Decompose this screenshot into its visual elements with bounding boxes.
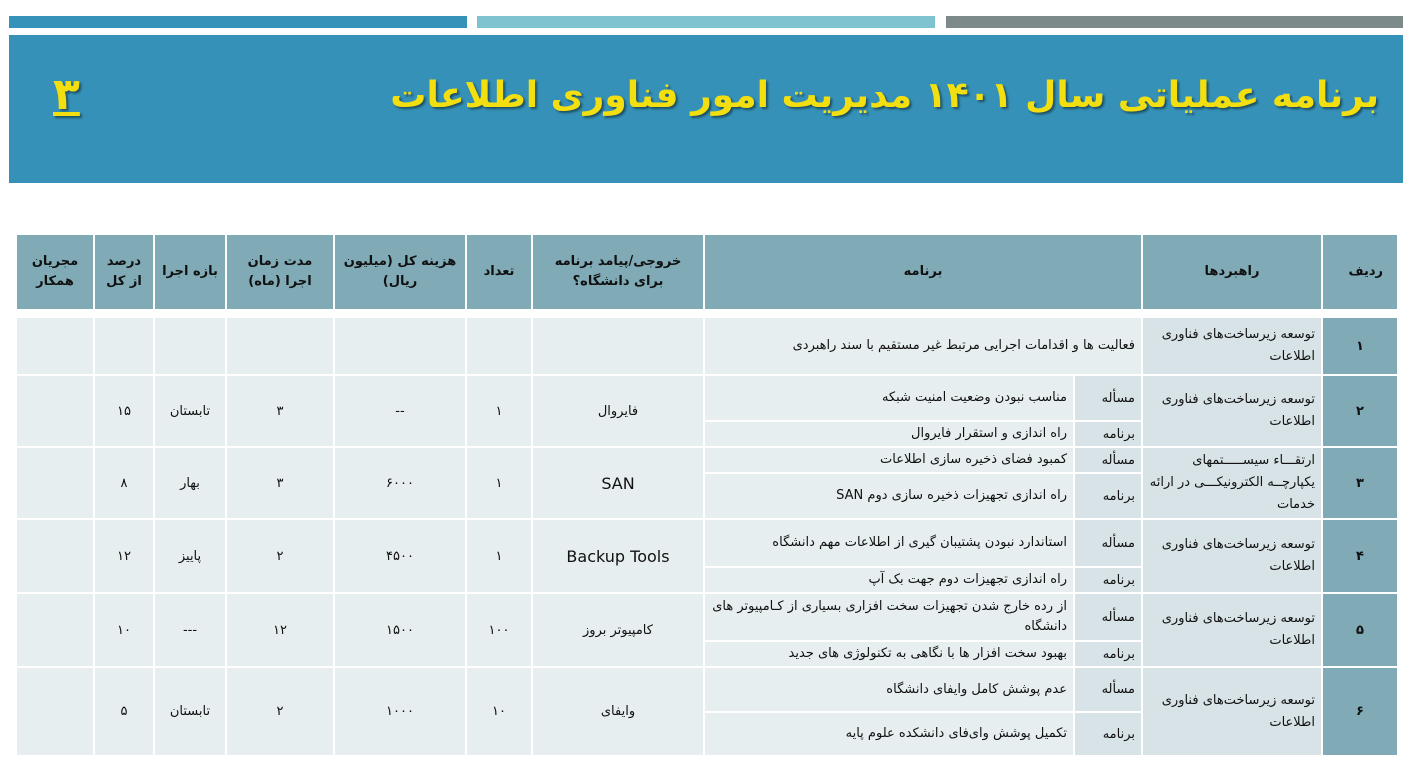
- row-cost: [334, 317, 466, 375]
- row-issue: کمبود فضای ذخیره سازی اطلاعات: [704, 447, 1074, 473]
- row-partners: [16, 519, 94, 593]
- row-percent: [94, 317, 154, 375]
- table-row: [16, 593, 1398, 641]
- row-output: فایروال: [532, 375, 704, 447]
- row-percent: ۸: [94, 447, 154, 519]
- header-row-number: ردیف: [1322, 234, 1398, 310]
- row-period: تابستان: [154, 667, 226, 756]
- top-accent-bar-right: [946, 16, 1403, 28]
- row-strategy: ارتقـــاء سیســـــتمهای یکپارچــه الکترونیکـــی در ارائه خدمات: [1142, 447, 1322, 519]
- table-row: [16, 519, 1398, 567]
- row-output: کامپیوتر بروز: [532, 593, 704, 667]
- row-cost: ۱۵۰۰: [334, 593, 466, 667]
- row-partners: [16, 593, 94, 667]
- row-count: ۱: [466, 519, 532, 593]
- row-period: پاییز: [154, 519, 226, 593]
- page-title: برنامه عملیاتی سال ۱۴۰۱ مدیریت امور فناوری اطلاعات: [390, 75, 1379, 116]
- top-accent-bar-middle: [477, 16, 935, 28]
- header-partners: مجریان همکار: [16, 234, 94, 310]
- row-cost: ۶۰۰۰: [334, 447, 466, 519]
- row-number: ۳: [1322, 447, 1398, 519]
- row-period: بهار: [154, 447, 226, 519]
- row-duration: ۳: [226, 375, 334, 447]
- row-output: SAN: [532, 447, 704, 519]
- row-issue: عدم پوشش کامل وایفای دانشگاه: [704, 667, 1074, 712]
- table-row: [16, 447, 1398, 473]
- row-number: ۵: [1322, 593, 1398, 667]
- table-row: [16, 375, 1398, 421]
- program-label: برنامه: [1074, 421, 1142, 447]
- row-partners: [16, 667, 94, 756]
- row-cost: --: [334, 375, 466, 447]
- row-duration: ۲: [226, 519, 334, 593]
- program-label: برنامه: [1074, 567, 1142, 593]
- row-duration: ۱۲: [226, 593, 334, 667]
- slide-number: ۳: [53, 69, 80, 120]
- row-duration: ۳: [226, 447, 334, 519]
- row-issue: استاندارد نبودن پشتیبان گیری از اطلاعات مهم دانشگاه: [704, 519, 1074, 567]
- operational-plan-table: [15, 233, 1399, 757]
- row-duration: [226, 317, 334, 375]
- table-header-row: [16, 234, 1398, 310]
- row-strategy: توسعه زیرساخت‌های فناوری اطلاعات: [1142, 593, 1322, 667]
- row-percent: ۵: [94, 667, 154, 756]
- row-output: [532, 317, 704, 375]
- row-activity-text: فعالیت ها و اقدامات اجرایی مرتبط غیر مستقیم با سند راهبردی: [704, 317, 1142, 375]
- table-row: [16, 667, 1398, 712]
- row-cost: ۴۵۰۰: [334, 519, 466, 593]
- row-duration: ۲: [226, 667, 334, 756]
- row-partners: [16, 447, 94, 519]
- title-banner: [9, 35, 1403, 183]
- program-label: برنامه: [1074, 473, 1142, 519]
- header-output: خروجی/پیامد برنامه برای دانشگاه؟: [532, 234, 704, 310]
- row-count: ۱: [466, 375, 532, 447]
- row-partners: [16, 317, 94, 375]
- row-count: ۱۰۰: [466, 593, 532, 667]
- row-partners: [16, 375, 94, 447]
- row-issue: مناسب نبودن وضعیت امنیت شبکه: [704, 375, 1074, 421]
- issue-label: مسأله: [1074, 447, 1142, 473]
- row-cost: ۱۰۰۰: [334, 667, 466, 756]
- header-cost: هزینه کل (میلیون ریال): [334, 234, 466, 310]
- row-program: راه اندازی و استقرار فایروال: [704, 421, 1074, 447]
- row-count: ۱: [466, 447, 532, 519]
- row-program: راه اندازی تجهیزات ذخیره سازی دوم SAN: [704, 473, 1074, 519]
- header-period: بازه اجرا: [154, 234, 226, 310]
- issue-label: مسأله: [1074, 667, 1142, 712]
- row-period: تابستان: [154, 375, 226, 447]
- row-strategy: توسعه زیرساخت‌های فناوری اطلاعات: [1142, 317, 1322, 375]
- row-number: ۶: [1322, 667, 1398, 756]
- row-count: [466, 317, 532, 375]
- header-count: تعداد: [466, 234, 532, 310]
- issue-label: مسأله: [1074, 593, 1142, 641]
- row-strategy: توسعه زیرساخت‌های فناوری اطلاعات: [1142, 375, 1322, 447]
- row-number: ۱: [1322, 317, 1398, 375]
- row-strategy: توسعه زیرساخت‌های فناوری اطلاعات: [1142, 519, 1322, 593]
- row-output: Backup Tools: [532, 519, 704, 593]
- row-program: بهبود سخت افزار ها با نگاهی به تکنولوژی های جدید: [704, 641, 1074, 667]
- table-row: [16, 317, 1398, 375]
- row-period: [154, 317, 226, 375]
- row-number: ۴: [1322, 519, 1398, 593]
- row-percent: ۱۰: [94, 593, 154, 667]
- header-program: برنامه: [704, 234, 1142, 310]
- issue-label: مسأله: [1074, 375, 1142, 421]
- top-accent-bar-left: [9, 16, 467, 28]
- row-program: راه اندازی تجهیزات دوم جهت بک آپ: [704, 567, 1074, 593]
- row-percent: ۱۲: [94, 519, 154, 593]
- row-strategy: توسعه زیرساخت‌های فناوری اطلاعات: [1142, 667, 1322, 756]
- issue-label: مسأله: [1074, 519, 1142, 567]
- row-period: ---: [154, 593, 226, 667]
- header-strategies: راهبردها: [1142, 234, 1322, 310]
- row-count: ۱۰: [466, 667, 532, 756]
- header-percent: درصد از کل: [94, 234, 154, 310]
- program-label: برنامه: [1074, 641, 1142, 667]
- row-program: تکمیل پوشش وای‌فای دانشکده علوم پایه: [704, 712, 1074, 756]
- row-issue: از رده خارج شدن تجهیزات سخت افزاری بسیاری از کـامپیوتر های دانشگاه: [704, 593, 1074, 641]
- row-number: ۲: [1322, 375, 1398, 447]
- row-percent: ۱۵: [94, 375, 154, 447]
- row-output: وایفای: [532, 667, 704, 756]
- header-duration: مدت زمان اجرا (ماه): [226, 234, 334, 310]
- program-label: برنامه: [1074, 712, 1142, 756]
